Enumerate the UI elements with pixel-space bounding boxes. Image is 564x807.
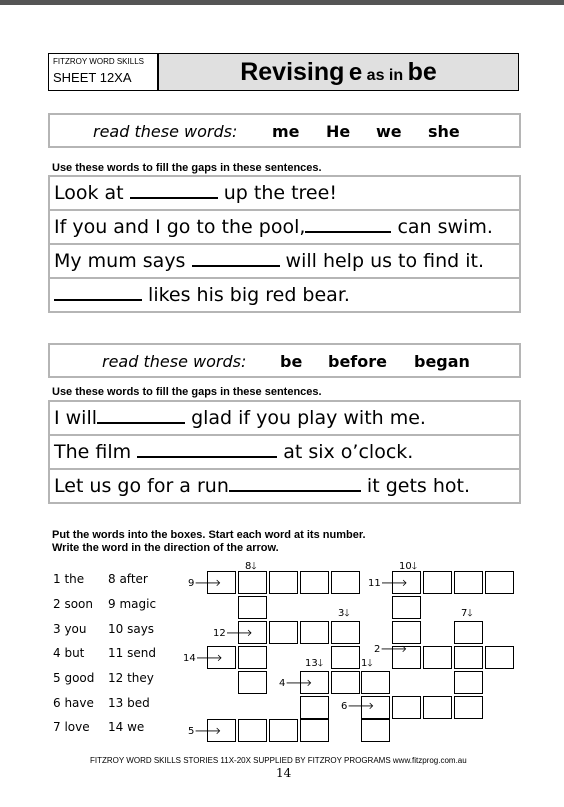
clue-number: 1🡓 bbox=[361, 658, 373, 669]
word-3: began bbox=[414, 352, 470, 371]
crossword-cell[interactable] bbox=[454, 621, 483, 644]
sentence-before: The film bbox=[54, 441, 138, 463]
word-1: be bbox=[280, 352, 303, 371]
word-list-item: 8 after bbox=[108, 572, 148, 586]
instruction-1: Use these words to fill the gaps in these sentences. bbox=[52, 162, 322, 174]
word-list-item: 5 good bbox=[53, 671, 95, 685]
sentence-after: can swim. bbox=[391, 216, 493, 238]
crossword-cell[interactable] bbox=[331, 646, 360, 669]
crossword-cell[interactable] bbox=[361, 719, 390, 742]
clue-number: 5🡒 bbox=[188, 726, 222, 737]
sentence-row bbox=[50, 245, 519, 279]
crossword-cell[interactable] bbox=[361, 671, 390, 694]
word-1: me bbox=[272, 122, 300, 141]
gap-blank[interactable] bbox=[54, 287, 142, 301]
crossword-cell[interactable] bbox=[331, 621, 360, 644]
word-list-item: 10 says bbox=[108, 622, 155, 636]
sentence-after: glad if you play with me. bbox=[185, 407, 426, 429]
crossword-cell[interactable] bbox=[238, 719, 267, 742]
sentence-after: it gets hot. bbox=[360, 475, 470, 497]
word-box-1 bbox=[48, 113, 521, 148]
word-list-item: 3 you bbox=[53, 622, 87, 636]
crossword-cell[interactable] bbox=[454, 646, 483, 669]
word-list-item: 1 the bbox=[53, 572, 85, 586]
word-list-item: 13 bed bbox=[108, 696, 150, 710]
crossword-cell[interactable] bbox=[238, 671, 267, 694]
sentence-row bbox=[50, 470, 519, 502]
crossword-cell[interactable] bbox=[392, 696, 421, 719]
gap-blank[interactable] bbox=[137, 444, 277, 458]
gap-blank[interactable] bbox=[305, 219, 391, 233]
title-as-in: as in bbox=[366, 67, 404, 84]
crossword-cell[interactable] bbox=[269, 571, 298, 594]
word-2: before bbox=[328, 352, 387, 371]
word-list-item: 9 magic bbox=[108, 597, 157, 611]
sheet-number: SHEET 12XA bbox=[53, 70, 132, 85]
word-list-item: 2 soon bbox=[53, 597, 93, 611]
clue-number: 6🡒 bbox=[341, 701, 375, 712]
sentence-after: likes his big red bear. bbox=[142, 284, 350, 306]
word-list-item: 11 send bbox=[108, 646, 156, 660]
crossword-cell[interactable] bbox=[269, 621, 298, 644]
crossword-cell[interactable] bbox=[392, 621, 421, 644]
clue-number: 8🡓 bbox=[245, 561, 257, 572]
word-3: we bbox=[376, 122, 402, 141]
puzzle-instructions bbox=[52, 529, 366, 555]
word-2: He bbox=[326, 122, 351, 141]
sentence-after: at six o’clock. bbox=[277, 441, 414, 463]
sentence-row bbox=[50, 177, 519, 211]
clue-number: 11🡒 bbox=[368, 578, 408, 589]
page-number: 14 bbox=[276, 766, 292, 780]
crossword-cell[interactable] bbox=[300, 571, 329, 594]
sentence-before: Look at bbox=[54, 182, 130, 204]
puzzle-instruction-line: Write the word in the direction of the arrow. bbox=[52, 542, 279, 554]
sentence-before: Let us go for a run bbox=[54, 475, 229, 497]
crossword-cell[interactable] bbox=[454, 696, 483, 719]
gap-blank[interactable] bbox=[97, 410, 185, 424]
clue-number: 9🡒 bbox=[188, 578, 222, 589]
title-letter: e bbox=[348, 59, 363, 86]
word-box-2 bbox=[48, 343, 521, 378]
word-box-label: read these words: bbox=[102, 352, 247, 371]
series-name: FITZROY WORD SKILLS bbox=[53, 57, 144, 66]
crossword-cell[interactable] bbox=[238, 646, 267, 669]
clue-number: 13🡓 bbox=[305, 658, 323, 669]
gap-blank[interactable] bbox=[130, 185, 218, 199]
header-series-box bbox=[49, 54, 159, 90]
crossword-cell[interactable] bbox=[300, 621, 329, 644]
clue-number: 12🡒 bbox=[213, 628, 253, 639]
crossword-cell[interactable] bbox=[423, 646, 452, 669]
sentence-row bbox=[50, 211, 519, 245]
top-bar bbox=[0, 0, 564, 5]
sentence-list-1 bbox=[48, 175, 521, 313]
word-list-item: 7 love bbox=[53, 720, 90, 734]
crossword-cell[interactable] bbox=[454, 671, 483, 694]
word-list-item: 6 have bbox=[53, 696, 94, 710]
crossword-cell[interactable] bbox=[331, 571, 360, 594]
clue-number: 10🡓 bbox=[399, 561, 417, 572]
clue-number: 7🡓 bbox=[461, 608, 473, 619]
crossword-cell[interactable] bbox=[485, 646, 514, 669]
word-box-label: read these words: bbox=[93, 122, 238, 141]
page-title bbox=[159, 54, 518, 90]
crossword-cell[interactable] bbox=[269, 719, 298, 742]
gap-blank[interactable] bbox=[229, 478, 361, 492]
clue-number: 2🡒 bbox=[374, 644, 408, 655]
clue-number: 14🡒 bbox=[183, 653, 223, 664]
gap-blank[interactable] bbox=[192, 253, 280, 267]
crossword-cell[interactable] bbox=[423, 696, 452, 719]
sentence-row bbox=[50, 279, 519, 311]
clue-number: 3🡓 bbox=[338, 608, 350, 619]
sentence-after: up the tree! bbox=[217, 182, 337, 204]
word-list-item: 12 they bbox=[108, 671, 154, 685]
sentence-before: If you and I go to the pool, bbox=[54, 216, 306, 238]
crossword-cell[interactable] bbox=[392, 596, 421, 619]
crossword-cell[interactable] bbox=[238, 596, 267, 619]
worksheet-header bbox=[48, 53, 519, 91]
puzzle-instruction-line: Put the words into the boxes. Start each word at its number. bbox=[52, 529, 366, 541]
sentence-row bbox=[50, 436, 519, 470]
word-list-item: 14 we bbox=[108, 720, 145, 734]
clue-number: 4🡒 bbox=[279, 678, 313, 689]
sentence-row bbox=[50, 402, 519, 436]
footer-text: FITZROY WORD SKILLS STORIES 11X-20X SUPPLIED BY FITZROY PROGRAMS www.fitzprog.com.au bbox=[90, 756, 467, 765]
instruction-2: Use these words to fill the gaps in these sentences. bbox=[52, 386, 322, 398]
sentence-after: will help us to find it. bbox=[279, 250, 485, 272]
crossword-cell[interactable] bbox=[300, 719, 329, 742]
crossword-cell[interactable] bbox=[485, 571, 514, 594]
word-list-item: 4 but bbox=[53, 646, 85, 660]
crossword-cell[interactable] bbox=[331, 671, 360, 694]
sentence-list-2 bbox=[48, 400, 521, 504]
word-4: she bbox=[428, 122, 460, 141]
title-word: Revising bbox=[240, 58, 345, 86]
crossword-cell[interactable] bbox=[423, 571, 452, 594]
sentence-before: I will bbox=[54, 407, 98, 429]
crossword-cell[interactable] bbox=[454, 571, 483, 594]
crossword-cell[interactable] bbox=[300, 696, 329, 719]
sentence-before: My mum says bbox=[54, 250, 192, 272]
title-example: be bbox=[407, 58, 437, 86]
